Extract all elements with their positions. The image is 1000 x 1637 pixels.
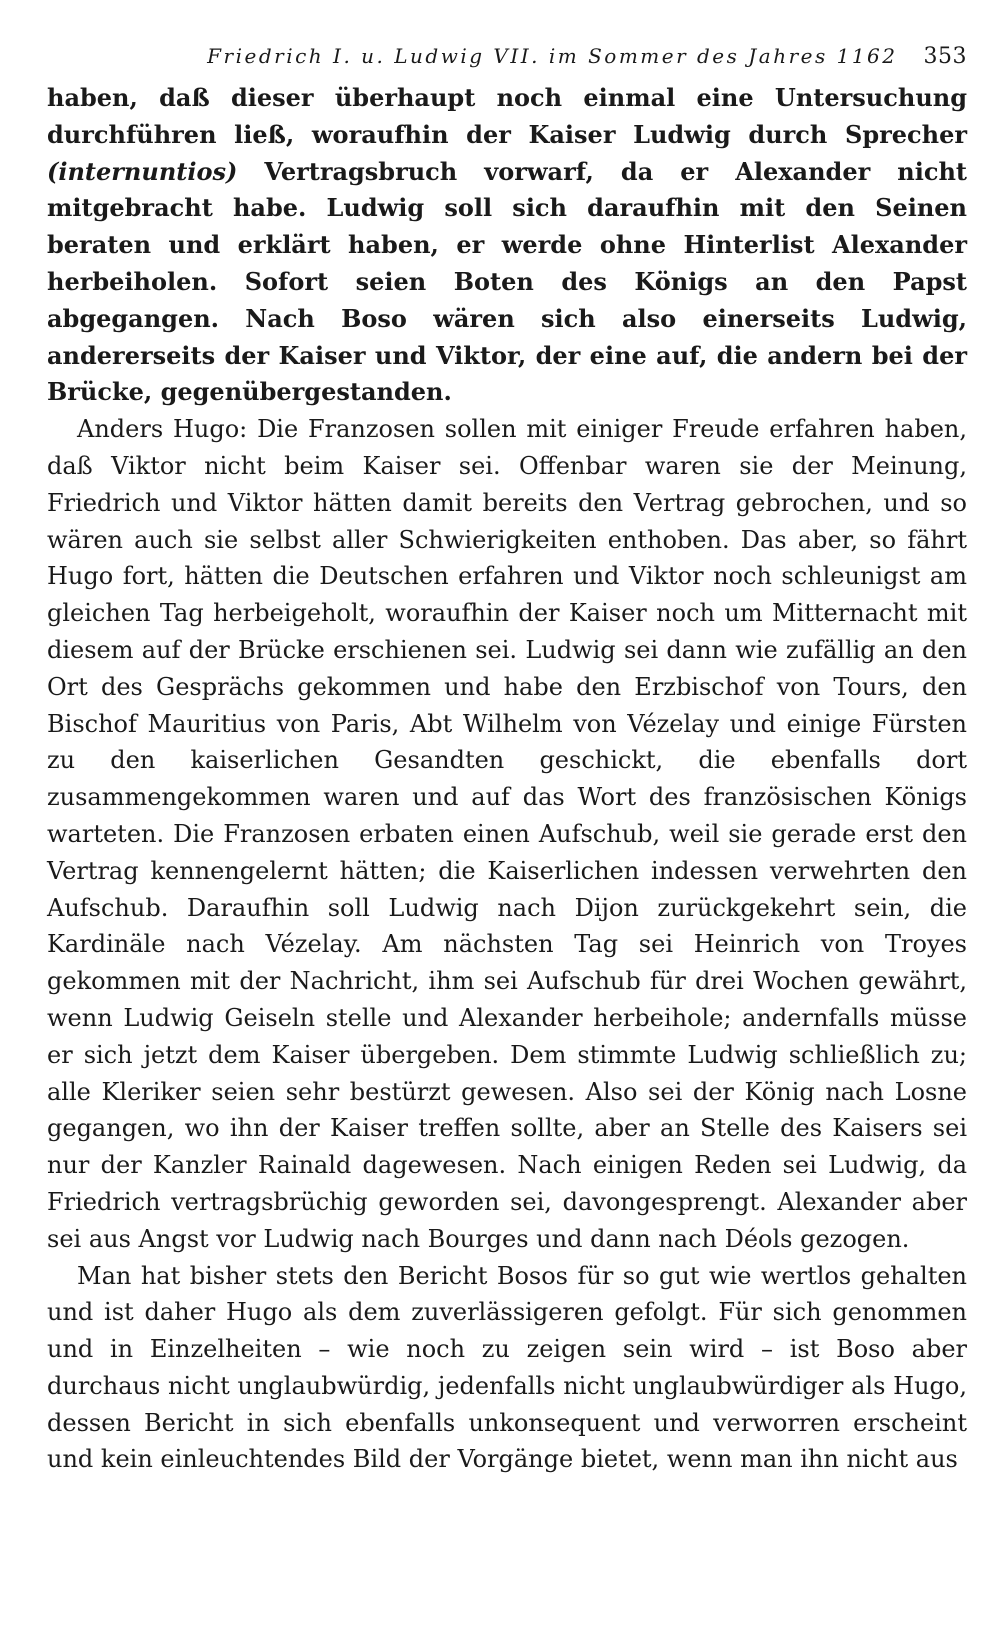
paragraph: Man hat bisher stets den Bericht Bosos für so gut wie wertlos gehalten und ist daher Hugo als dem zuverlässigeren gefolgt. Für sich genommen und in Einzelheiten – wie noch zu zeigen sein wird – ist Boso aber durchaus nicht unglaubwürdig, jedenfalls nicht unglaubwürdiger als Hugo, dessen Bericht in sich ebenfalls unkonsequent und verworren erscheint und kein einleuchtendes Bild der Vorgänge bietet, wenn man ihn nicht aus [47, 1261, 967, 1474]
body-text [47, 80, 967, 1478]
running-head [47, 44, 967, 80]
paragraph: Anders Hugo: Die Franzosen sollen mit einiger Freude erfahren haben, daß Viktor nicht beim Kaiser sei. Offenbar waren sie der Meinung, Friedrich und Viktor hätten damit bereits den Vertrag gebrochen, und so wären auch sie selbst aller Schwierigkeiten enthoben. Das aber, so fährt Hugo fort, hätten die Deutschen erfahren und Viktor noch schleunigst am gleichen Tag herbeigeholt, woraufhin der Kaiser noch um Mitternacht mit diesem auf der Brücke erschienen sei. Ludwig sei dann wie zufällig an den Ort des Gesprächs gekommen und habe den Erzbischof von Tours, den Bischof Mauritius von Paris, Abt Wilhelm von Vézelay und einige Fürsten zu den kaiserlichen Gesandten geschickt, die ebenfalls dort zusammengekommen waren und auf das Wort des französischen Königs warteten. Die Franzosen erbaten einen Aufschub, weil sie gerade erst den Vertrag kennengelernt hätten; die Kaiserlichen indessen verwehrten den Aufschub. Daraufhin soll Ludwig nach Dijon zurückgekehrt sein, die Kardinäle nach Vézelay. Am nächsten Tag sei Heinrich von Troyes gekommen mit der Nachricht, ihm sei Aufschub für drei Wochen gewährt, wenn Ludwig Geiseln stelle und Alexander herbeihole; andernfalls müsse er sich jetzt dem Kaiser übergeben. Dem stimmte Ludwig schließlich zu; alle Kleriker seien sehr bestürzt gewesen. Also sei der König nach Losne gegangen, wo ihn der Kaiser treffen sollte, aber an Stelle des Kaisers sei nur der Kanzler Rainald dagewesen. Nach einigen Reden sei Ludwig, da Friedrich vertragsbrüchig geworden sei, davongesprengt. Alexander aber sei aus Angst vor Ludwig nach Bourges und dann nach Déols gezogen. [47, 415, 967, 1253]
book-page [47, 44, 967, 1478]
page-number: 353 [923, 44, 967, 69]
italic-term: (internuntios) [47, 156, 238, 186]
paragraph-text: Vertragsbruch vorwarf, da er Alexander nicht mitgebracht habe. Ludwig soll sich daraufhin mit den Seinen beraten und erklärt haben, er werde ohne Hinterlist Alexander herbeiholen. Sofort seien Boten des Königs an den Papst abgegangen. Nach Boso wären sich also einerseits Ludwig, andererseits der Kaiser und Viktor, der eine auf, die andern bei der Brücke, gegenübergestanden. [47, 156, 967, 407]
paragraph-text: haben, daß dieser überhaupt noch einmal eine Untersuchung durchführen ließ, woraufhin der Kaiser Ludwig durch Sprecher [47, 83, 967, 149]
paragraph-continued [47, 80, 967, 411]
running-title: Friedrich I. u. Ludwig VII. im Sommer des Jahres 1162 [207, 44, 898, 68]
